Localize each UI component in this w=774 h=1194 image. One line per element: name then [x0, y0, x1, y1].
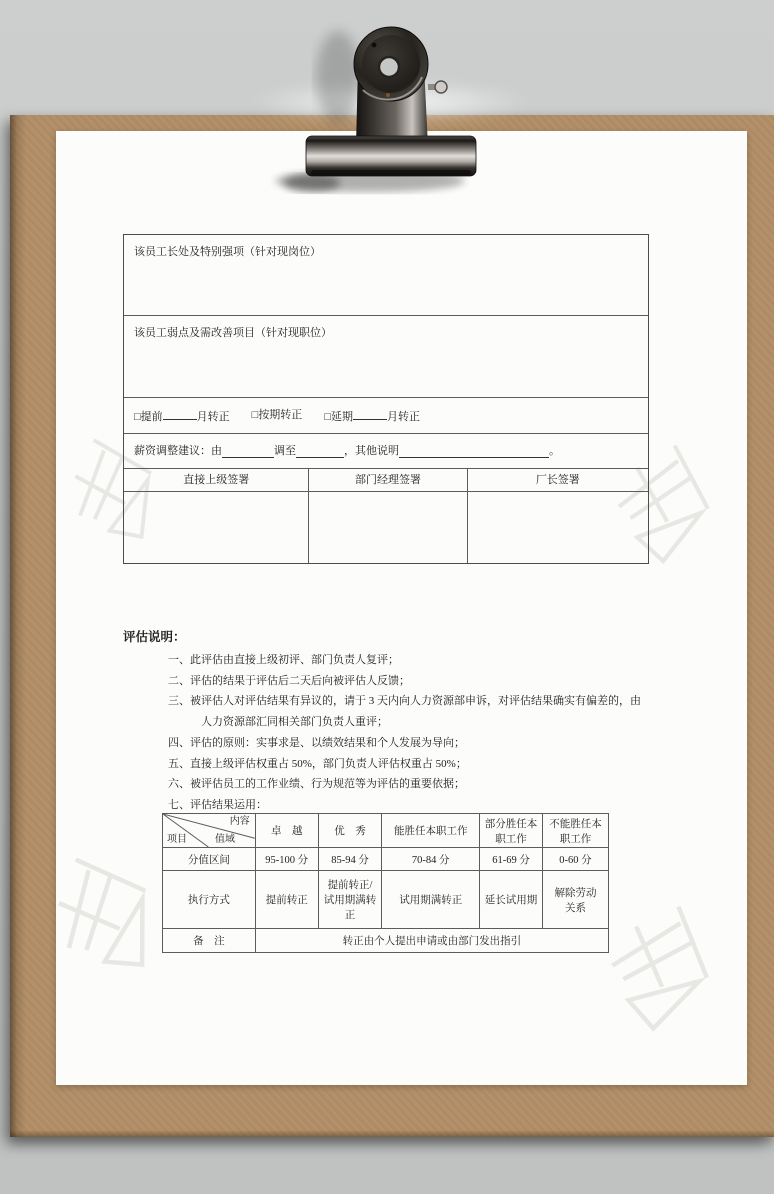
- header-competent: 能胜任本职工作: [382, 814, 480, 848]
- option-ontime-label: 按期转正: [258, 409, 303, 421]
- clip-shadow: [316, 31, 360, 123]
- probation-options-row: [124, 397, 648, 433]
- supervisor-sign-area: [124, 492, 308, 563]
- clip-hole: [379, 57, 399, 77]
- remark-label: 备 注: [163, 929, 256, 953]
- note-item: 六、被评估员工的工作业绩、行为规范等为评估的重要依据；: [168, 778, 465, 791]
- option-early-label: 提前: [140, 410, 163, 423]
- action-cell: 试用期满转正: [382, 871, 480, 929]
- result-usage-table: [162, 813, 609, 953]
- option-ontime: [252, 407, 303, 424]
- score-cell: 95-100 分: [255, 848, 318, 871]
- other-note-blank: [399, 444, 549, 458]
- evaluation-form-table: [123, 234, 649, 564]
- note-item: 四、评估的原则：实事求是、以绩效结果和个人发展为导向；: [168, 736, 465, 749]
- note-item: 七、评估结果运用：: [168, 798, 267, 811]
- score-cell: 70-84 分: [382, 848, 480, 871]
- header-good: 优 秀: [318, 814, 382, 848]
- salary-adjustment-row: [124, 433, 648, 468]
- rivet-dot: [372, 43, 377, 48]
- action-cell: 解除劳动关系: [542, 871, 608, 929]
- header-partially-competent: 部分胜任本职工作: [480, 814, 543, 848]
- score-cell: 61-69 分: [480, 848, 543, 871]
- corner-range-label: 值域: [215, 834, 235, 845]
- action-cell: 提前转正: [255, 871, 318, 929]
- remark-text: 转正由个人提出申请或由部门发出指引: [255, 929, 608, 953]
- option-early: [134, 406, 230, 426]
- strengths-row: [124, 235, 648, 315]
- salary-to-label: 调至: [274, 444, 296, 457]
- corner-item-label: 项目: [167, 834, 187, 845]
- score-range-row: [163, 848, 609, 871]
- option-early-suffix: 月转正: [196, 410, 230, 423]
- factory-director-sign-area: [467, 492, 648, 563]
- salary-label: 薪资调整建议：由: [134, 444, 222, 457]
- checkbox-early-icon: □: [134, 410, 141, 423]
- checkbox-delay-icon: □: [324, 410, 331, 423]
- diagonal-corner-cell: [163, 814, 256, 848]
- execution-row: [163, 871, 609, 929]
- delay-months-blank: [353, 406, 387, 420]
- weaknesses-label: 该员工弱点及需改善项目（针对现职位）: [134, 327, 332, 339]
- checkbox-ontime-icon: □: [251, 409, 259, 421]
- salary-line-period: 。: [549, 444, 560, 457]
- action-cell: 延长试用期: [480, 871, 543, 929]
- note-item: 二、评估的结果于评估后二天后向被评估人反馈；: [168, 674, 410, 687]
- other-note-label: ，其他说明: [344, 444, 399, 457]
- score-cell: 0-60 分: [542, 848, 608, 871]
- note-item: 五、直接上级评估权重占 50%，部门负责人评估权重占 50%；: [168, 757, 467, 770]
- option-delay-label: 延期: [330, 410, 353, 423]
- result-header-row: [163, 814, 609, 848]
- note-item: 三、被评估人对评估结果有异议的，请于 3 天内向人力资源部申诉，对评估结果确实有偏差的，由人力资源部汇同相关部门负责人重评；: [168, 695, 641, 729]
- note-item: 一、此评估由直接上级初评、部门负责人复评；: [168, 654, 399, 666]
- remark-row: [163, 929, 609, 953]
- corner-content-label: 内容: [229, 816, 250, 827]
- form-paper: [56, 131, 747, 1085]
- early-months-blank: [163, 406, 197, 420]
- signature-header-row: [124, 468, 648, 491]
- strengths-label: 该员工长处及特别强项（针对现岗位）: [134, 246, 321, 258]
- option-delay: [324, 406, 420, 426]
- execution-label: 执行方式: [163, 871, 256, 929]
- dept-manager-sign-header: 部门经理签署: [308, 469, 466, 491]
- option-delay-suffix: 月转正: [386, 410, 420, 423]
- clip-bar-lip: [311, 170, 471, 175]
- clip-screw: [428, 81, 447, 93]
- score-cell: 85-94 分: [318, 848, 382, 871]
- score-range-label: 分值区间: [163, 848, 256, 871]
- header-excellent: 卓 越: [255, 814, 318, 848]
- factory-director-sign-header: 厂长签署: [467, 469, 648, 491]
- rust-dot: [386, 93, 390, 97]
- action-cell: 提前转正/试用期满转正: [318, 871, 382, 929]
- notes-list: [168, 650, 646, 816]
- salary-to-blank: [296, 444, 344, 458]
- supervisor-sign-header: 直接上级签署: [183, 473, 250, 486]
- binder-clip: [270, 15, 500, 195]
- notes-title: 评估说明：: [123, 630, 186, 644]
- dept-manager-sign-area: [308, 492, 466, 563]
- bar-shadow-left: [284, 174, 340, 192]
- signature-body-row: [124, 491, 648, 563]
- header-not-competent: 不能胜任本职工作: [542, 814, 608, 848]
- weaknesses-row: [124, 315, 648, 397]
- salary-from-blank: [222, 444, 274, 458]
